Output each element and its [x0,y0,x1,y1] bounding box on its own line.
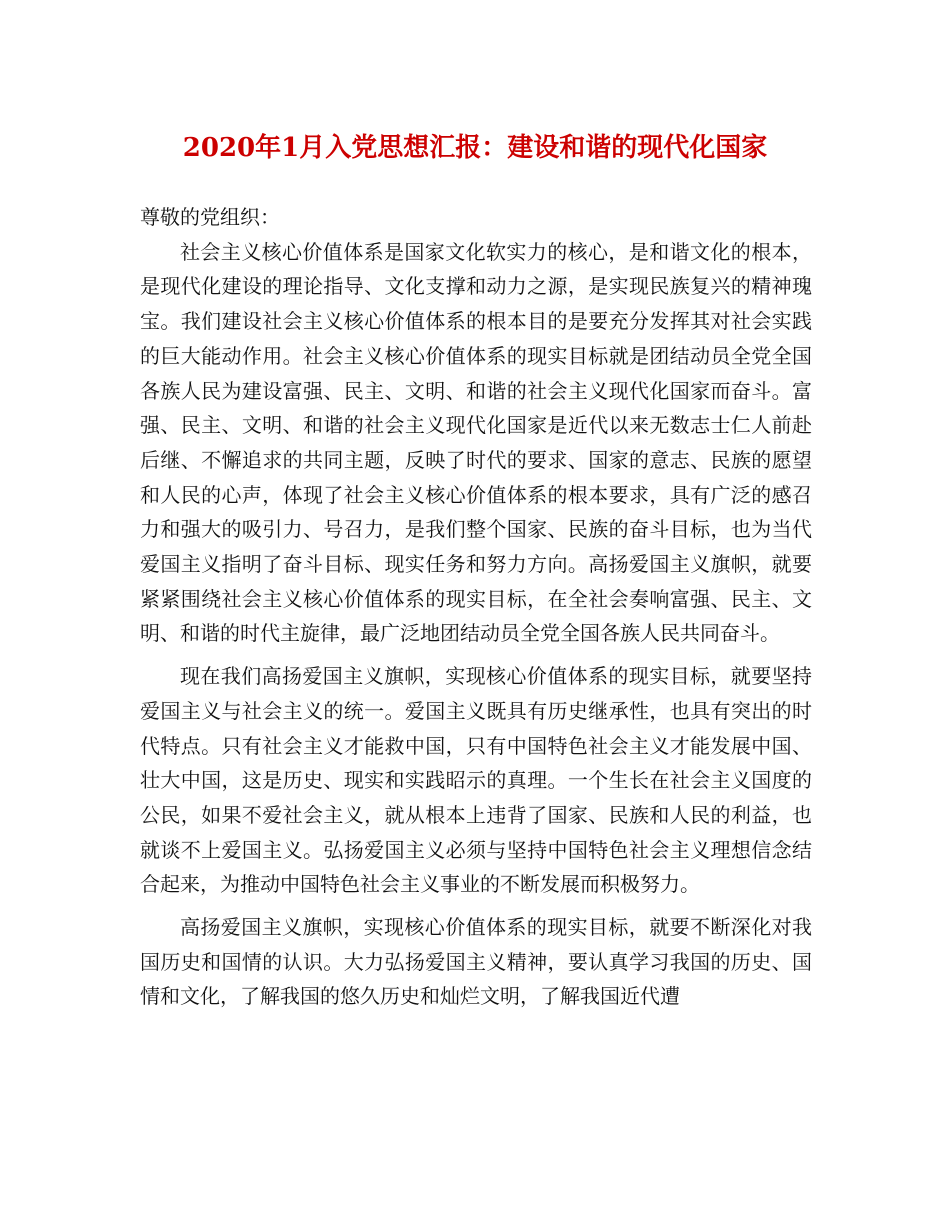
document-body [140,200,812,1014]
document-title: 2020年1月入党思想汇报：建设和谐的现代化国家 [182,133,768,163]
paragraph-1: 社会主义核心价值体系是国家文化软实力的核心，是和谐文化的根本，是现代化建设的理论指导、文化支撑和动力之源，是实现民族复兴的精神瑰宝。我们建设社会主义核心价值体系的根本目的是要充分发挥其对社会实践的巨大能动作用。社会主义核心价值体系的现实目标就是团结动员全党全国各族人民为建设富强、民主、文明、和谐的社会主义现代化国家而奋斗。富强、民主、文明、和谐的社会主义现代化国家是近代以来无数志士仁人前赴后继、不懈追求的共同主题，反映了时代的要求、国家的意志、民族的愿望和人民的心声，体现了社会主义核心价值体系的根本要求，具有广泛的感召力和强大的吸引力、号召力，是我们整个国家、民族的奋斗目标，也为当代爱国主义指明了奋斗目标、现实任务和努力方向。高扬爱国主义旗帜，就要紧紧围绕社会主义核心价值体系的现实目标，在全社会奏响富强、民主、文明、和谐的时代主旋律，最广泛地团结动员全党全国各族人民共同奋斗。 [140,239,812,646]
paragraph-2: 现在我们高扬爱国主义旗帜，实现核心价值体系的现实目标，就要坚持爱国主义与社会主义的统一。爱国主义既具有历史继承性，也具有突出的时代特点。只有社会主义才能救中国，只有中国特色社会主义才能发展中国、壮大中国，这是历史、现实和实践昭示的真理。一个生长在社会主义国度的公民，如果不爱社会主义，就从根本上违背了国家、民族和人民的利益，也就谈不上爱国主义。弘扬爱国主义必须与坚持中国特色社会主义理想信念结合起来，为推动中国特色社会主义事业的不断发展而积极努力。 [140,664,812,897]
salutation: 尊敬的党组织： [140,205,280,229]
paragraph-3: 高扬爱国主义旗帜，实现核心价值体系的现实目标，就要不断深化对我国历史和国情的认识。大力弘扬爱国主义精神，要认真学习我国的历史、国情和文化，了解我国的悠久历史和灿烂文明，了解我国近代遭 [140,915,812,1009]
